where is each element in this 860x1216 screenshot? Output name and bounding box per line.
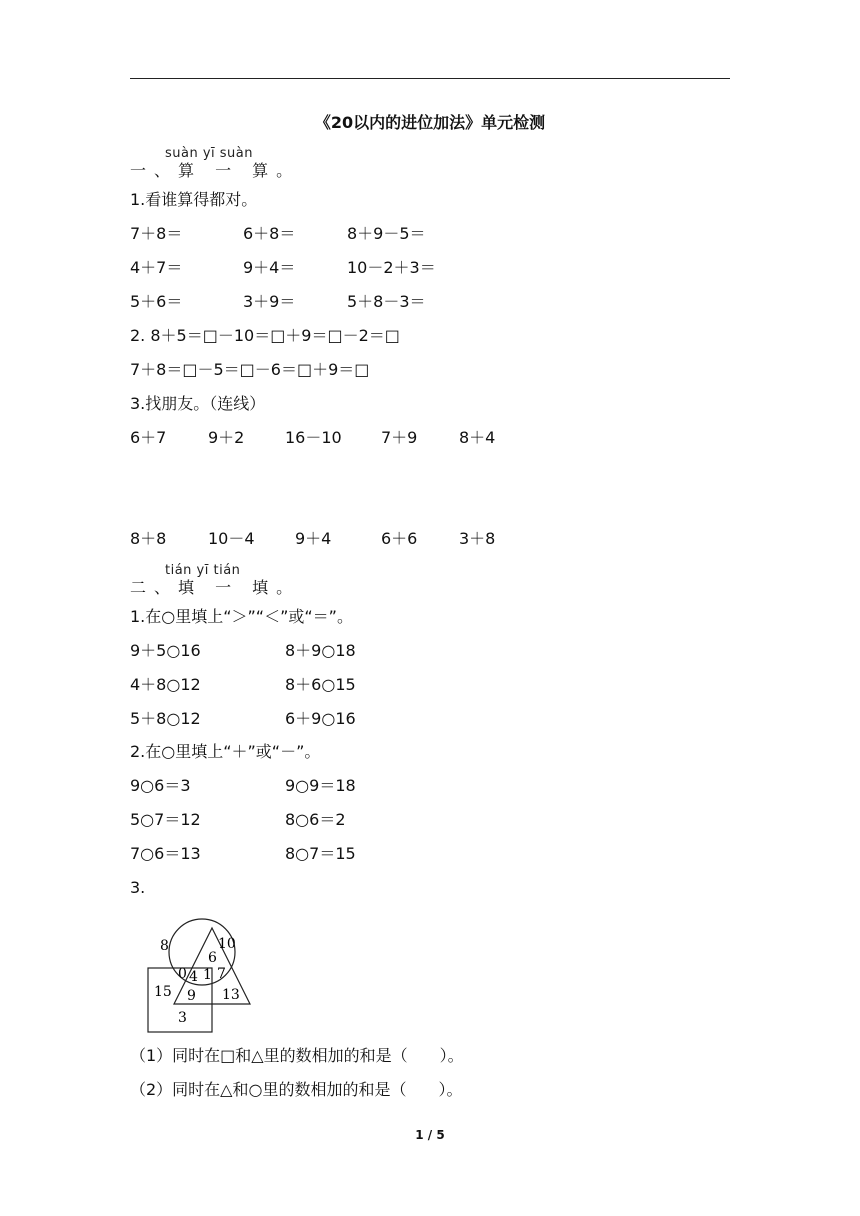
- q1-row2-col3: 10－2＋3＝: [347, 258, 436, 277]
- q1-row3-col2: 3＋9＝: [243, 292, 296, 311]
- q1-row3-col3: 5＋8－3＝: [347, 292, 426, 311]
- q3-top-item: 7＋9: [381, 428, 418, 447]
- s2-q1-row3-col2: 6＋9○16: [285, 709, 356, 728]
- q3-bottom-item: 8＋8: [130, 529, 167, 548]
- section2-q3-title: 3.: [130, 878, 146, 897]
- q1-row2-col1: 4＋7＝: [130, 258, 183, 277]
- s2-q2-row3-col2: 8○7＝15: [285, 844, 356, 863]
- section1-pinyin: suàn yī suàn: [165, 146, 254, 161]
- q1-row1-col1: 7＋8＝: [130, 224, 183, 243]
- page-number: 1 / 5: [415, 1128, 445, 1142]
- q3-top-item: 16－10: [285, 428, 342, 447]
- s2-q2-row2-col2: 8○6＝2: [285, 810, 346, 829]
- q3-bottom-item: 10－4: [208, 529, 255, 548]
- q3-top-item: 6＋7: [130, 428, 167, 447]
- diagram-number: 6: [208, 950, 217, 966]
- s2-q2-row2-col1: 5○7＝12: [130, 810, 201, 829]
- section2-q1-title: 1.在○里填上“＞”“＜”或“＝”。: [130, 607, 353, 626]
- shape-diagram: [140, 912, 270, 1036]
- q1-row1-col3: 8＋9－5＝: [347, 224, 426, 243]
- diagram-number: 13: [222, 987, 240, 1003]
- section2-q3-sub1: （1）同时在□和△里的数相加的和是（ ）。: [130, 1046, 464, 1065]
- s2-q1-row1-col1: 9＋5○16: [130, 641, 201, 660]
- q3-top-item: 8＋4: [459, 428, 496, 447]
- s2-q2-row3-col1: 7○6＝13: [130, 844, 201, 863]
- page-title: 《20以内的进位加法》单元检测: [314, 113, 546, 132]
- q3-top-item: 9＋2: [208, 428, 245, 447]
- s2-q1-row2-col2: 8＋6○15: [285, 675, 356, 694]
- diagram-number: 4: [189, 969, 198, 985]
- diagram-number: 3: [178, 1010, 187, 1026]
- q1-row3-col1: 5＋6＝: [130, 292, 183, 311]
- diagram-number: 9: [187, 988, 196, 1004]
- q1-row1-col2: 6＋8＝: [243, 224, 296, 243]
- diagram-number: 1: [203, 967, 212, 983]
- section1-q2-line2: 7＋8＝□－5＝□－6＝□＋9＝□: [130, 360, 370, 379]
- section1-heading: 一、算 一 算。: [130, 161, 301, 180]
- s2-q1-row3-col1: 5＋8○12: [130, 709, 201, 728]
- section2-pinyin: tián yī tián: [165, 563, 241, 578]
- section1-q1-title: 1.看谁算得都对。: [130, 190, 258, 209]
- s2-q1-row1-col2: 8＋9○18: [285, 641, 356, 660]
- s2-q2-row1-col1: 9○6＝3: [130, 776, 191, 795]
- diagram-number: 7: [217, 966, 226, 982]
- diagram-number: 15: [154, 984, 172, 1000]
- q3-bottom-item: 6＋6: [381, 529, 418, 548]
- diagram-number: 8: [160, 938, 169, 954]
- header-rule: [130, 78, 730, 79]
- section2-q2-title: 2.在○里填上“＋”或“－”。: [130, 742, 321, 761]
- q1-row2-col2: 9＋4＝: [243, 258, 296, 277]
- diagram-number: 10: [218, 936, 236, 952]
- q3-bottom-item: 3＋8: [459, 529, 496, 548]
- section2-heading: 二、填 一 填。: [130, 578, 301, 597]
- section2-q3-sub2: （2）同时在△和○里的数相加的和是（ ）。: [130, 1080, 463, 1099]
- q3-bottom-item: 9＋4: [295, 529, 332, 548]
- s2-q1-row2-col1: 4＋8○12: [130, 675, 201, 694]
- s2-q2-row1-col2: 9○9＝18: [285, 776, 356, 795]
- section1-q2-line1: 2. 8＋5＝□－10＝□＋9＝□－2＝□: [130, 326, 400, 345]
- section1-q3-title: 3.找朋友。（连线）: [130, 394, 266, 413]
- diagram-number: 0: [178, 966, 187, 982]
